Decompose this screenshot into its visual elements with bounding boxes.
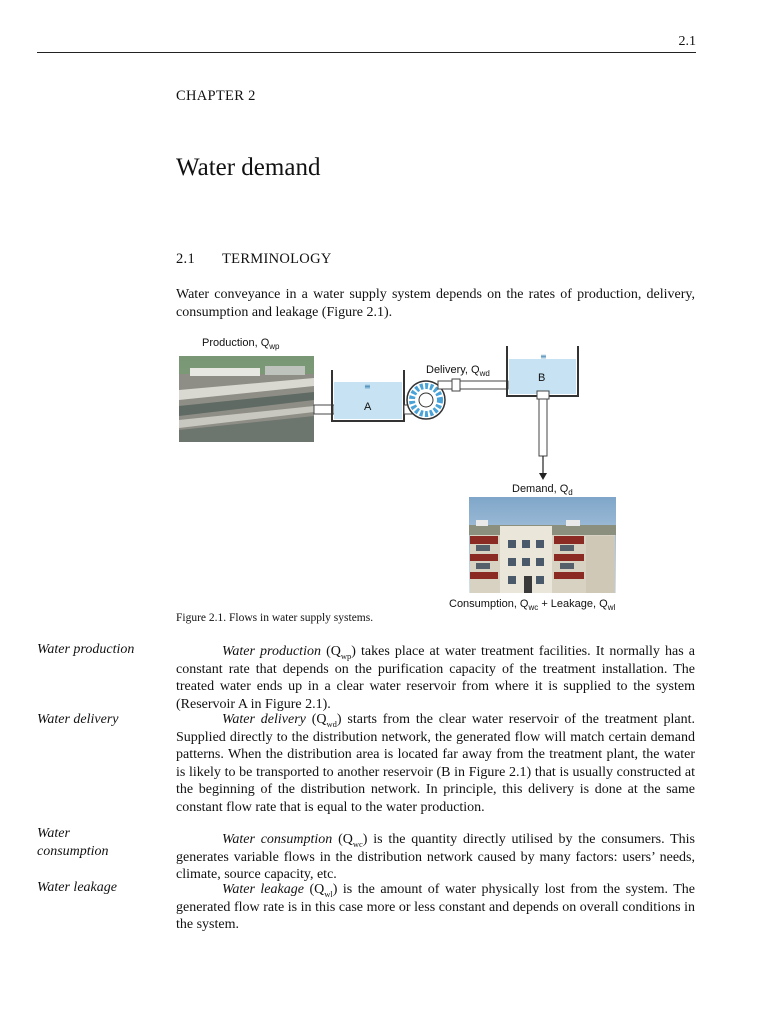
pipe-b-down	[539, 396, 547, 456]
figure-flows	[170, 330, 650, 615]
header-rule	[37, 52, 696, 53]
paragraph-consumption: Water consumption $(Q_{wc})$ is the quantity directly utilised by the consumers. This generates variable flows in the distribution network caused by many factors: users’ needs, climate, source capacity, etc.	[176, 832, 696, 882]
delivery-label: Delivery, $Q_{wd}$	[426, 364, 490, 378]
margin-note-delivery: Water delivery	[37, 712, 119, 727]
production-label: Production, $Q_{wp}$	[202, 337, 280, 351]
reservoir-a-label: A	[364, 401, 372, 413]
building-photo	[469, 497, 616, 593]
term-production: Water production	[222, 644, 321, 659]
svg-text:≡: ≡	[364, 382, 371, 391]
chapter-title: Water demand	[176, 154, 321, 181]
term-leakage: Water leakage	[222, 882, 304, 897]
paragraph-leakage: Water leakage $(Q_{wl})$ is the amount of water physically lost from the system. The generated flow rate is in this case more or less constant and depends on overall conditions in the system.	[176, 882, 695, 932]
svg-text:≡: ≡	[540, 352, 547, 361]
pipe-pump-to-b	[438, 381, 508, 389]
section-title: TERMINOLOGY	[222, 251, 332, 267]
margin-note-consumption: Water consumption	[37, 826, 109, 859]
margin-note-leakage: Water leakage	[37, 880, 117, 895]
intro-paragraph: Water conveyance in a water supply system depends on the rates of production, delivery, consumption and leakage (Figure 2.1).	[176, 287, 695, 320]
margin-note-production: Water production	[37, 642, 135, 657]
figure-caption: Figure 2.1. Flows in water supply systems.	[176, 612, 374, 624]
chapter-label: CHAPTER 2	[176, 88, 256, 104]
section-heading	[176, 251, 332, 268]
term-consumption: Water consumption	[222, 832, 333, 847]
section-number: 2.1	[176, 251, 196, 267]
paragraph-delivery: Water delivery $(Q_{wd})$ starts from the clear water reservoir of the treatment plant. Supplied directly to the distribution network, the generated flow will match certain demand patterns. When the distribution area is located far away from the treatment plant, the water is likely to be transported to another reservoir (B in Figure 2.1) that is usually constructed at the beginning of the distribution network. In principle, this delivery is done at the same constant flow rate that is equal to the water production.	[176, 712, 695, 815]
flows-diagram	[170, 330, 650, 615]
consumption-leakage-label: Consumption, $Q_{wc}$ + Leakage, $Q_{wl}$	[449, 598, 616, 612]
treatment-plant-photo	[179, 356, 314, 442]
reservoir-b-label: B	[538, 372, 546, 384]
valve	[452, 379, 460, 391]
demand-label: Demand, $Q_d$	[512, 483, 573, 497]
page-number: 2.1	[678, 34, 696, 49]
reservoir-b	[507, 346, 578, 396]
term-delivery: Water delivery	[222, 712, 306, 727]
reservoir-a	[332, 370, 404, 421]
paragraph-production: Water production $(Q_{wp})$ takes place at water treatment facilities. It normally has a constant rate that depends on the purification capacity of the treatment installation. The treated water ends up in a clear water reservoir from where it is supplied to the system (Reservoir A in Figure 2.1).	[176, 644, 696, 712]
